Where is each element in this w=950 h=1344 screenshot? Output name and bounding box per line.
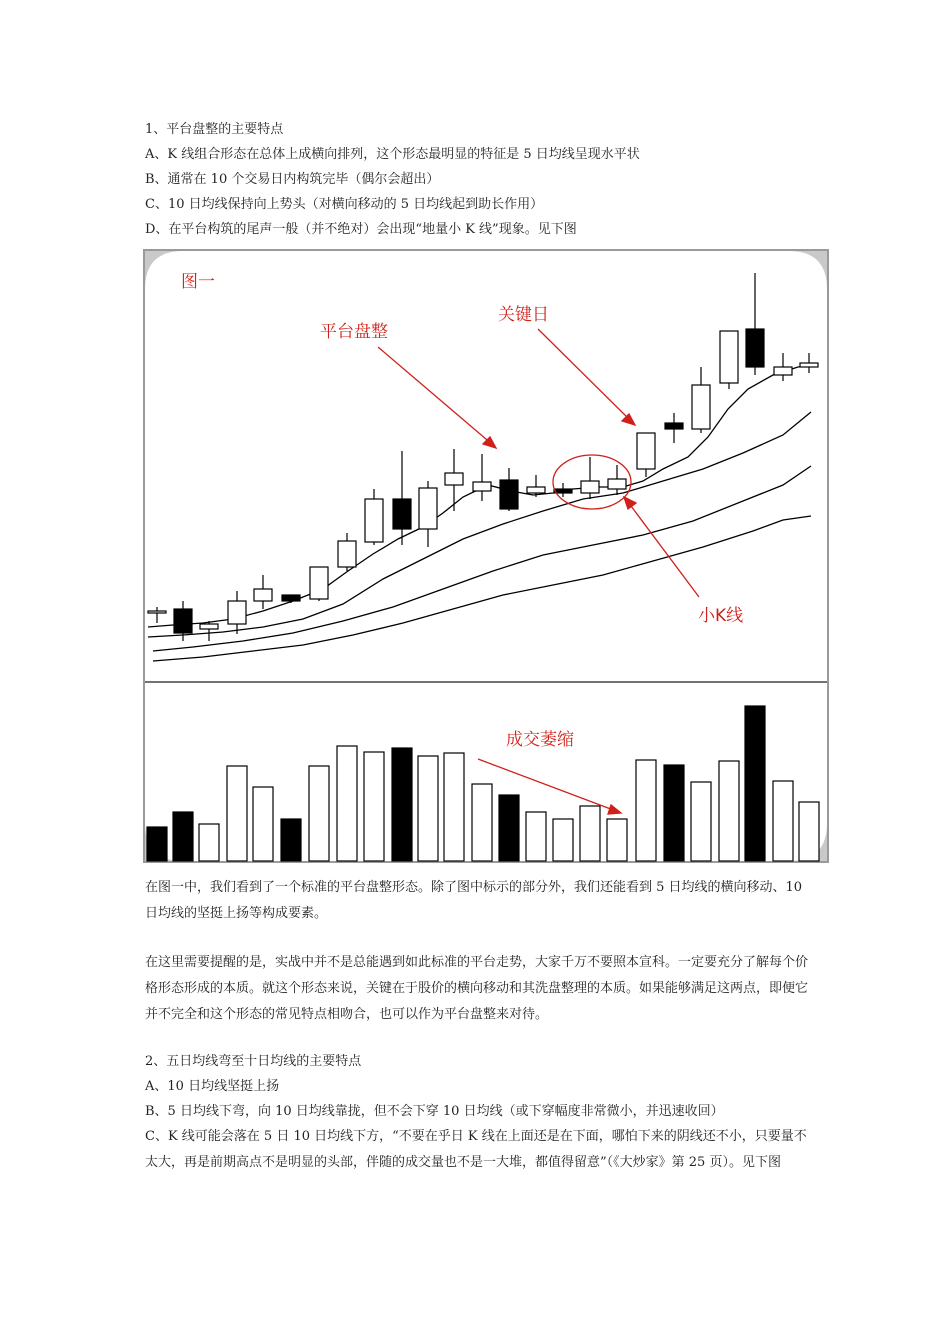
- volume-bar: [173, 812, 193, 861]
- volume-bar: [199, 824, 219, 861]
- section2-heading: 2、五日均线弯至十日均线的主要特点: [145, 1054, 362, 1069]
- volume-bar: [745, 706, 765, 861]
- volume-bar: [418, 756, 438, 861]
- annotation-key-day: 关键日: [498, 305, 549, 325]
- candle-body: [282, 595, 300, 601]
- candle-body: [527, 487, 545, 493]
- candle-body: [148, 611, 166, 613]
- volume-bar: [526, 812, 546, 861]
- candle-body: [665, 423, 683, 429]
- volume-bar: [664, 765, 684, 861]
- candle-body: [720, 331, 738, 383]
- volume-bar: [364, 752, 384, 861]
- volume-bar: [499, 795, 519, 861]
- volume-bar: [580, 806, 600, 861]
- section1-item-d: D、在平台构筑的尾声一般（并不绝对）会出现“地量小 K 线”现象。见下图: [145, 222, 577, 237]
- section1-item-b: B、通常在 10 个交易日内构筑完毕（偶尔会超出）: [145, 172, 440, 187]
- figure-platform-consolidation: [143, 249, 829, 863]
- volume-bar: [799, 802, 819, 861]
- candle-body: [174, 609, 192, 633]
- volume-bar: [309, 766, 329, 861]
- section2-item-b: B、5 日均线下弯，向 10 日均线靠拢，但不会下穿 10 日均线（或下穿幅度非常微小，并迅速收回）: [145, 1104, 724, 1119]
- section2-item-c: C、K 线可能会落在 5 日 10 日均线下方，“不要在乎日 K 线在上面还是在下面，哪怕下来的阴线还不小，只要量不太大，再是前期高点不是明显的头部，伴随的成交量也不是一大堆，都值得留意”（《大炒家》第 25 页）。见下图: [145, 1129, 807, 1170]
- candle-body: [473, 482, 491, 491]
- candle-body: [500, 480, 518, 509]
- volume-bar: [773, 781, 793, 861]
- candle-body: [608, 479, 626, 489]
- candle-body: [581, 481, 599, 493]
- volume-bar: [607, 819, 627, 861]
- candle-body: [419, 488, 437, 529]
- volume-bar: [281, 819, 301, 861]
- paragraph-2: 在这里需要提醒的是，实战中并不是总能遇到如此标准的平台走势，大家千万不要照本宣科。一定要充分了解每个价格形态形成的本质。就这个形态来说，关键在于股价的横向移动和其洗盘整理的本质。如果能够满足这两点，即便它并不完全和这个形态的常见特点相吻合，也可以作为平台盘整来对待。: [145, 955, 809, 1022]
- candle-body: [393, 499, 411, 529]
- volume-bar: [337, 746, 357, 861]
- figure-label: 图一: [181, 272, 215, 292]
- candle-body: [746, 329, 764, 367]
- volume-bar: [691, 782, 711, 861]
- annotation-platform: 平台盘整: [320, 322, 388, 342]
- section1-item-c: C、10 日均线保持向上势头（对横向移动的 5 日均线起到助长作用）: [145, 197, 544, 212]
- volume-bar: [444, 753, 464, 861]
- candle-body: [692, 385, 710, 429]
- candle-body: [637, 433, 655, 469]
- annotation-small-k: 小K线: [698, 606, 744, 626]
- candle-body: [800, 363, 818, 367]
- volume-bar: [719, 761, 739, 861]
- candle-body: [365, 499, 383, 542]
- candle-body: [554, 489, 572, 493]
- section2-item-a: A、10 日均线坚挺上扬: [145, 1079, 280, 1094]
- volume-bar: [553, 819, 573, 861]
- candle-body: [338, 541, 356, 567]
- annotation-volume-shrink: 成交萎缩: [506, 730, 574, 750]
- volume-bar: [636, 760, 656, 861]
- volume-bar: [253, 787, 273, 861]
- volume-bar: [227, 766, 247, 861]
- candle-body: [445, 473, 463, 485]
- volume-bar: [147, 827, 167, 861]
- section1-item-a: A、K 线组合形态在总体上成横向排列，这个形态最明显的特征是 5 日均线呈现水平状: [145, 147, 640, 162]
- volume-bar: [472, 784, 492, 861]
- section1-heading: 1、平台盘整的主要特点: [145, 122, 284, 137]
- paragraph-1: 在图一中，我们看到了一个标准的平台盘整形态。除了图中标示的部分外，我们还能看到 5 日均线的横向移动、10 日均线的坚挺上扬等构成要素。: [145, 880, 803, 921]
- candle-body: [310, 567, 328, 599]
- volume-bar: [392, 748, 412, 861]
- candle-body: [774, 367, 792, 375]
- candle-body: [200, 624, 218, 629]
- candlestick-figure-svg: [143, 249, 829, 863]
- candle-body: [228, 601, 246, 624]
- candle-body: [254, 589, 272, 601]
